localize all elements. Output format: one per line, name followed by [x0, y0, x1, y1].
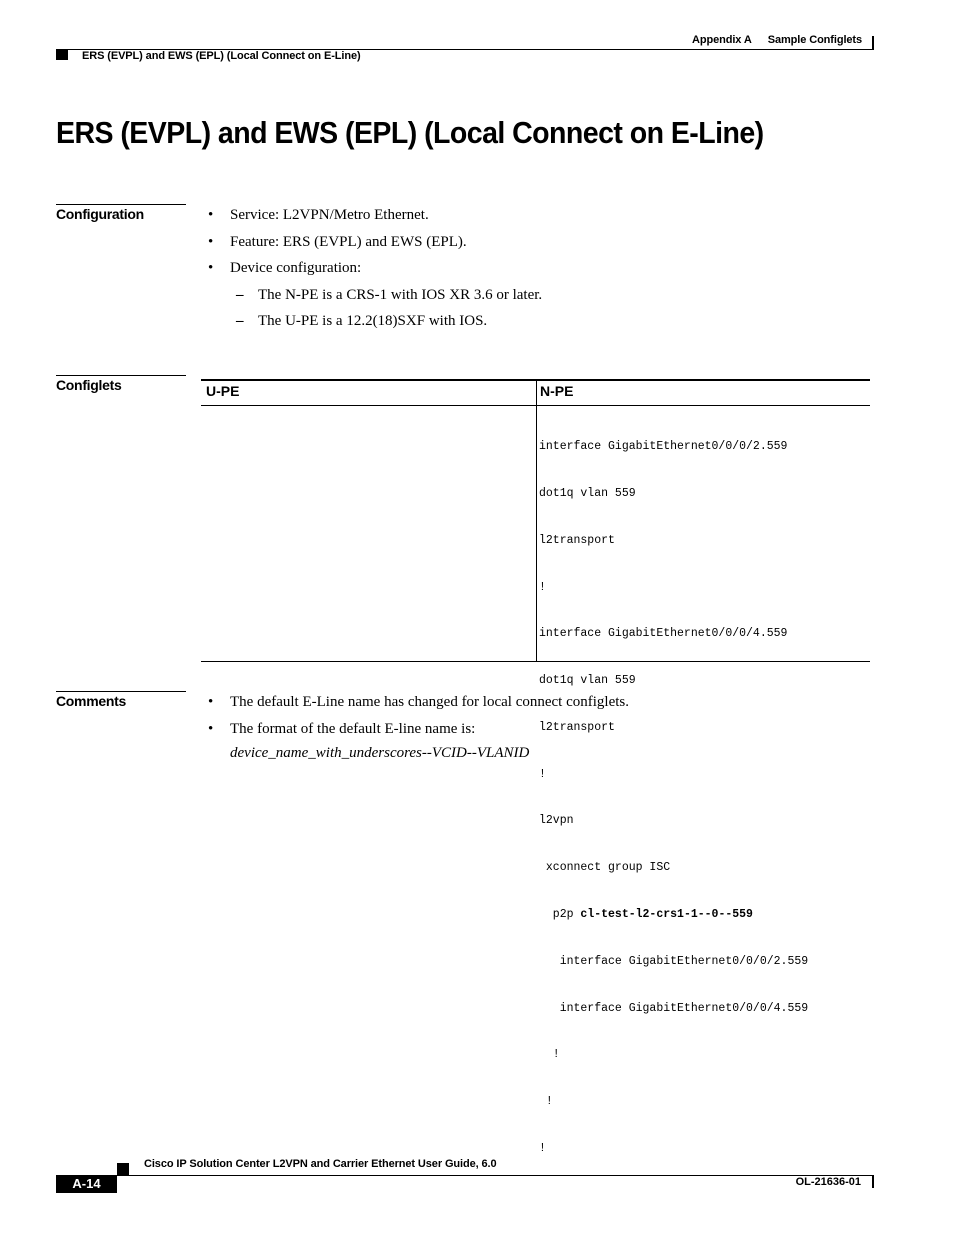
comments-rule [56, 691, 186, 692]
configlets-rule [56, 375, 186, 376]
footer-guide-title: Cisco IP Solution Center L2VPN and Carrier Ethernet User Guide, 6.0 [144, 1158, 497, 1170]
eline-name-format: device_name_with_underscores--VCID--VLANID [230, 745, 530, 761]
configlets-heading: Configlets [56, 377, 122, 393]
table-column-divider [536, 379, 537, 662]
page-title: ERS (EVPL) and EWS (EPL) (Local Connect on E-Line) [56, 115, 764, 150]
npe-config-code [539, 408, 808, 1188]
comments-heading: Comments [56, 693, 126, 709]
list-item: • Service: L2VPN/Metro Ethernet. [208, 206, 542, 233]
code-line: ! [539, 767, 546, 781]
code-line: xconnect group ISC [539, 861, 671, 875]
code-line: dot1q vlan 559 [539, 486, 636, 500]
code-line: ! [539, 580, 546, 594]
code-line: interface GigabitEthernet0/0/0/4.559 [539, 627, 788, 641]
code-line: l2transport [539, 533, 615, 547]
sub-list-item: – The U-PE is a 12.2(18)SXF with IOS. [208, 312, 542, 339]
code-line: ! [539, 1048, 560, 1062]
header-breadcrumb [692, 34, 862, 46]
configuration-heading: Configuration [56, 206, 144, 222]
header-square-marker [56, 50, 68, 60]
footer-square-marker [117, 1163, 129, 1175]
code-line: l2vpn [539, 814, 574, 828]
code-line: ! [539, 1141, 546, 1155]
header-section: Sample Configlets [767, 34, 862, 46]
list-item: • Feature: ERS (EVPL) and EWS (EPL). [208, 233, 542, 260]
code-line: l2transport [539, 720, 615, 734]
p2p-keyword: p2p [539, 908, 581, 921]
header-running-title: ERS (EVPL) and EWS (EPL) (Local Connect on E-Line) [82, 50, 361, 62]
column-header-upe: U-PE [206, 383, 240, 399]
code-line-p2p [539, 907, 808, 923]
code-line: dot1q vlan 559 [539, 674, 636, 688]
configuration-rule [56, 204, 186, 205]
footer-tick-mark [872, 1176, 874, 1188]
header-appendix: Appendix A [692, 34, 752, 46]
p2p-name: cl-test-l2-crs1-1--0--559 [580, 908, 753, 921]
list-item: • The default E-Line name has changed for local connect configlets. [208, 693, 629, 720]
footer-rule [117, 1175, 874, 1176]
list-item: • The format of the default E-line name is: [208, 720, 629, 747]
code-line: interface GigabitEthernet0/0/0/2.559 [539, 440, 788, 454]
column-header-npe: N-PE [540, 383, 574, 399]
comments-list [208, 693, 629, 746]
footer-page-number: A-14 [56, 1175, 117, 1193]
code-line: interface GigabitEthernet0/0/0/4.559 [539, 1001, 809, 1015]
configuration-list [208, 206, 542, 339]
code-line: interface GigabitEthernet0/0/0/2.559 [539, 954, 809, 968]
footer-doc-number: OL-21636-01 [795, 1176, 861, 1188]
code-line: ! [539, 1095, 553, 1109]
sub-list-item: – The N-PE is a CRS-1 with IOS XR 3.6 or later. [208, 286, 542, 313]
list-item: • Device configuration: [208, 259, 542, 286]
header-tick-mark [872, 36, 874, 50]
